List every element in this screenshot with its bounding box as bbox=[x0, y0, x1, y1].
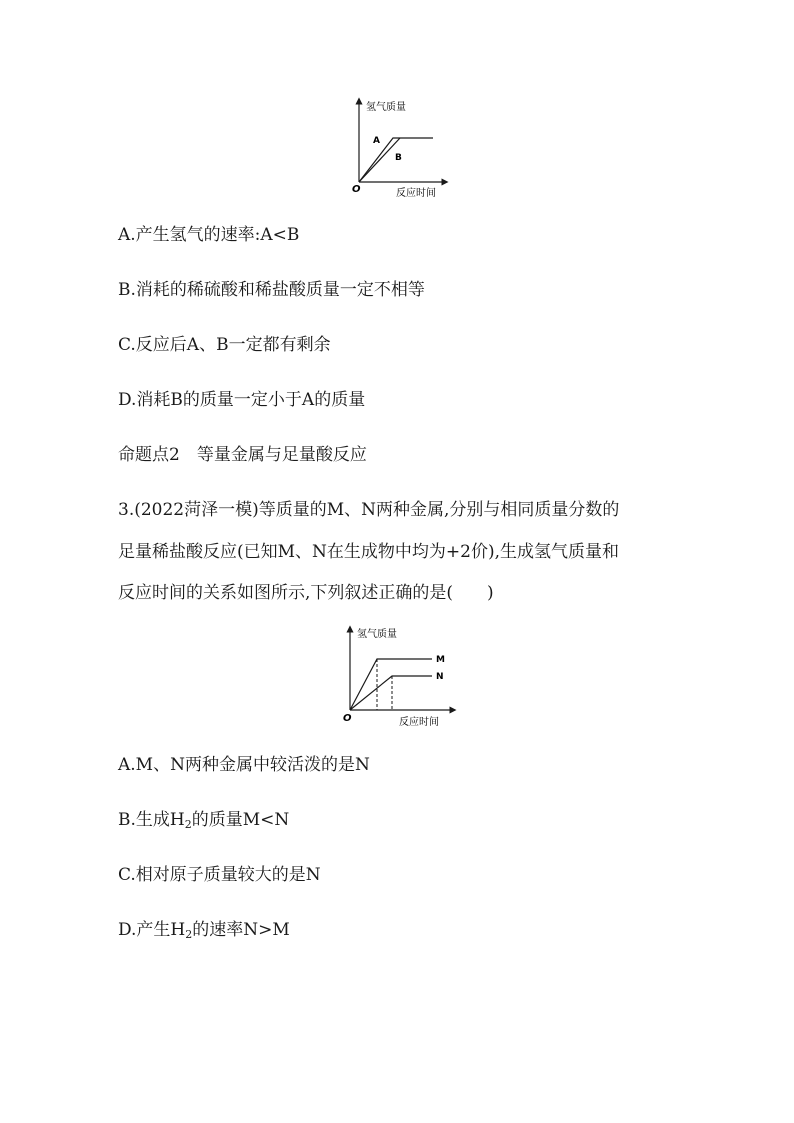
q3-option-b-prefix: B.生成H bbox=[118, 810, 185, 830]
figure-1-hydrogen-vs-time bbox=[340, 95, 450, 205]
curve-n bbox=[350, 676, 432, 710]
x-axis-label: 反应时间 bbox=[399, 717, 439, 728]
q2-option-c: C.反应后A、B一定都有剩余 bbox=[118, 335, 331, 355]
q3-option-c: C.相对原子质量较大的是N bbox=[118, 865, 321, 885]
q3-option-d-suffix: 的速率N>M bbox=[192, 920, 290, 940]
q2-option-a: A.产生氢气的速率:A<B bbox=[118, 225, 300, 245]
section-heading: 命题点2 等量金属与足量酸反应 bbox=[118, 445, 367, 465]
y-axis-label: 氢气质量 bbox=[366, 102, 406, 113]
curve-m bbox=[350, 659, 432, 710]
label-m: M bbox=[436, 655, 445, 665]
q2-option-b: B.消耗的稀硫酸和稀盐酸质量一定不相等 bbox=[118, 280, 425, 300]
q2-option-d: D.消耗B的质量一定小于A的质量 bbox=[118, 390, 366, 410]
q3-stem-line3: 反应时间的关系如图所示,下列叙述正确的是( ) bbox=[118, 583, 494, 603]
q3-option-b bbox=[118, 808, 289, 837]
label-a: A bbox=[373, 136, 380, 146]
q3-option-d bbox=[118, 918, 290, 947]
label-n: N bbox=[436, 672, 444, 682]
q3-option-d-prefix: D.产生H bbox=[118, 920, 186, 940]
origin-label: O bbox=[352, 184, 361, 195]
x-axis-label: 反应时间 bbox=[396, 188, 436, 199]
q3-option-b-suffix: 的质量M<N bbox=[191, 810, 290, 830]
label-b: B bbox=[395, 153, 402, 163]
y-axis-label: 氢气质量 bbox=[357, 629, 397, 640]
q3-stem-line2: 足量稀盐酸反应(已知M、N在生成物中均为+2价),生成氢气质量和 bbox=[118, 542, 620, 562]
q3-option-b-subscript: 2 bbox=[184, 818, 192, 831]
origin-label: O bbox=[343, 713, 352, 724]
figure-2-hydrogen-vs-time bbox=[335, 622, 460, 732]
q3-option-a: A.M、N两种金属中较活泼的是N bbox=[118, 755, 370, 775]
q3-option-d-subscript: 2 bbox=[185, 928, 193, 941]
q3-stem-line1: 3.(2022菏泽一模)等质量的M、N两种金属,分别与相同质量分数的 bbox=[118, 500, 620, 520]
